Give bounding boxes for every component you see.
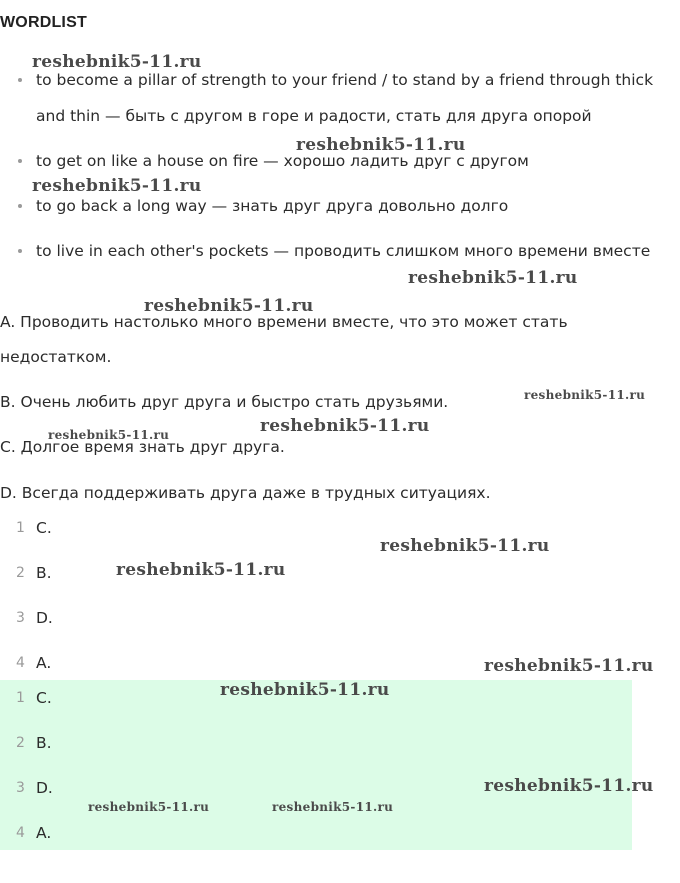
definition-b: B. Очень любить друг друга и быстро стать друзьями.	[0, 393, 449, 411]
answer-number: 2	[16, 565, 25, 581]
watermark-text: reshebnik5-11.ru	[408, 268, 578, 288]
answer-value: D.	[36, 609, 53, 627]
wordlist-item: to go back a long way — знать друг друга довольно долго	[36, 188, 666, 224]
watermark-text: reshebnik5-11.ru	[144, 296, 314, 316]
watermark-text: reshebnik5-11.ru	[48, 428, 170, 442]
answer-value: A.	[36, 654, 52, 672]
watermark-text: reshebnik5-11.ru	[32, 52, 202, 72]
answer-number: 3	[16, 780, 25, 796]
answer-number: 3	[16, 610, 25, 626]
wordlist-title: WORDLIST	[0, 14, 87, 31]
answer-list	[0, 512, 660, 680]
answer-number: 1	[16, 690, 25, 706]
answer-number: 4	[16, 655, 25, 671]
answer-value: B.	[36, 564, 52, 582]
watermark-text: reshebnik5-11.ru	[380, 536, 550, 556]
definition-d: D. Всегда поддерживать друга даже в трудных ситуациях.	[0, 484, 491, 502]
answer-number: 1	[16, 520, 25, 536]
answer-value: D.	[36, 779, 53, 797]
answer-value: C.	[36, 519, 52, 537]
answer-value: B.	[36, 734, 52, 752]
wordlist-item: to get on like a house on fire — хорошо ладить друг с другом	[36, 143, 666, 179]
watermark-text: reshebnik5-11.ru	[484, 776, 654, 796]
answer-number: 2	[16, 735, 25, 751]
answer-value: C.	[36, 689, 52, 707]
watermark-text: reshebnik5-11.ru	[296, 135, 466, 155]
answer-number: 4	[16, 825, 25, 841]
wordlist-item: to live in each other's pockets — проводить слишком много времени вместе	[36, 233, 666, 269]
watermark-text: reshebnik5-11.ru	[32, 176, 202, 196]
watermark-text: reshebnik5-11.ru	[272, 800, 394, 814]
watermark-text: reshebnik5-11.ru	[524, 388, 646, 402]
highlighted-answer-list	[0, 680, 632, 850]
watermark-text: reshebnik5-11.ru	[220, 680, 390, 700]
definition-c: C. Долгое время знать друг друга.	[0, 438, 285, 456]
wordlist-item: to become a pillar of strength to your friend / to stand by a friend through thick and thin — быть с другом в горе и радости, стать для друга опорой	[36, 62, 666, 134]
answer-value: A.	[36, 824, 52, 842]
definition-a: A. Проводить настолько много времени вместе, что это может стать недостатком.	[0, 313, 568, 366]
watermark-text: reshebnik5-11.ru	[484, 656, 654, 676]
watermark-text: reshebnik5-11.ru	[88, 800, 210, 814]
watermark-text: reshebnik5-11.ru	[116, 560, 286, 580]
watermark-text: reshebnik5-11.ru	[260, 416, 430, 436]
